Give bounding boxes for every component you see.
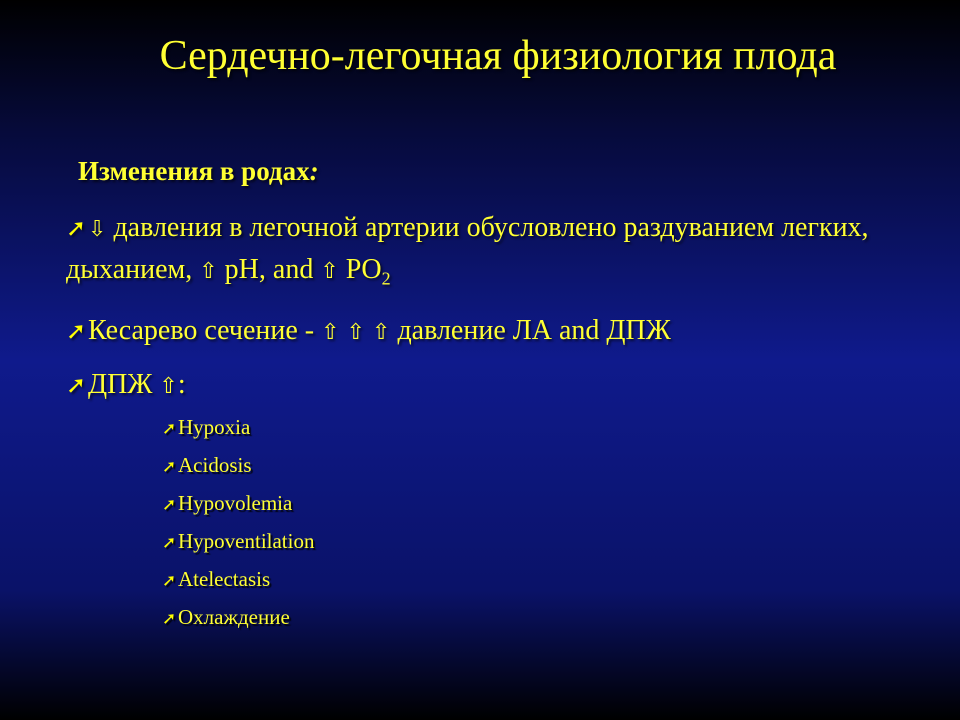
sub-item-atelectasis: ➚Atelectasis — [162, 560, 314, 598]
bullet-arrow-icon: ➚ — [162, 419, 177, 439]
bullet-item-cesarean: ➚Кесарево сечение - ⇧ ⇧ ⇧ давление ЛА and ДПЖ — [66, 311, 926, 353]
arrow-up-icon: ⇧ — [159, 373, 178, 399]
bullet-arrow-icon: ➚ — [162, 495, 177, 515]
sub-bullet-list — [162, 408, 314, 636]
sub-item-cooling: ➚Охлаждение — [162, 598, 314, 636]
bullet-arrow-icon: ➚ — [162, 533, 177, 553]
slide-title: Сердечно-легочная физиология плода — [159, 33, 837, 79]
bullet-arrow-icon: ➚ — [66, 370, 87, 399]
main-bullet-list — [66, 208, 926, 419]
bullet-arrow-icon: ➚ — [162, 571, 177, 591]
bullet-arrow-icon: ➚ — [66, 214, 87, 242]
arrow-up-icon: ⇧ — [199, 259, 218, 284]
sub-item-hypoxia: ➚Hypoxia — [162, 408, 314, 446]
arrow-up-icon: ⇧ — [346, 319, 365, 345]
bullet-item-pressure-drop: ➚⇩ давления в легочной артерии обусловлено раздуванием легких, дыханием, ⇧ pH, and ⇧ $PO_2$ — [66, 208, 926, 299]
sub-item-hypovolemia: ➚Hypovolemia — [162, 484, 314, 522]
bullet-arrow-icon: ➚ — [162, 457, 177, 477]
arrow-up-icon: ⇧ — [320, 259, 339, 284]
bullet-arrow-icon: ➚ — [66, 316, 87, 345]
arrow-up-icon: ⇧ — [321, 319, 340, 345]
sub-item-hypoventilation: ➚Hypoventilation — [162, 522, 314, 560]
slide-subtitle: Изменения в родах: — [78, 156, 319, 186]
bullet-arrow-icon: ➚ — [162, 609, 177, 629]
arrow-up-icon: ⇧ — [372, 319, 391, 345]
bullet-item-dpzh: ➚ДПЖ ⇧: — [66, 365, 926, 407]
arrow-down-icon: ⇩ — [88, 217, 107, 242]
sub-item-acidosis: ➚Acidosis — [162, 446, 314, 484]
